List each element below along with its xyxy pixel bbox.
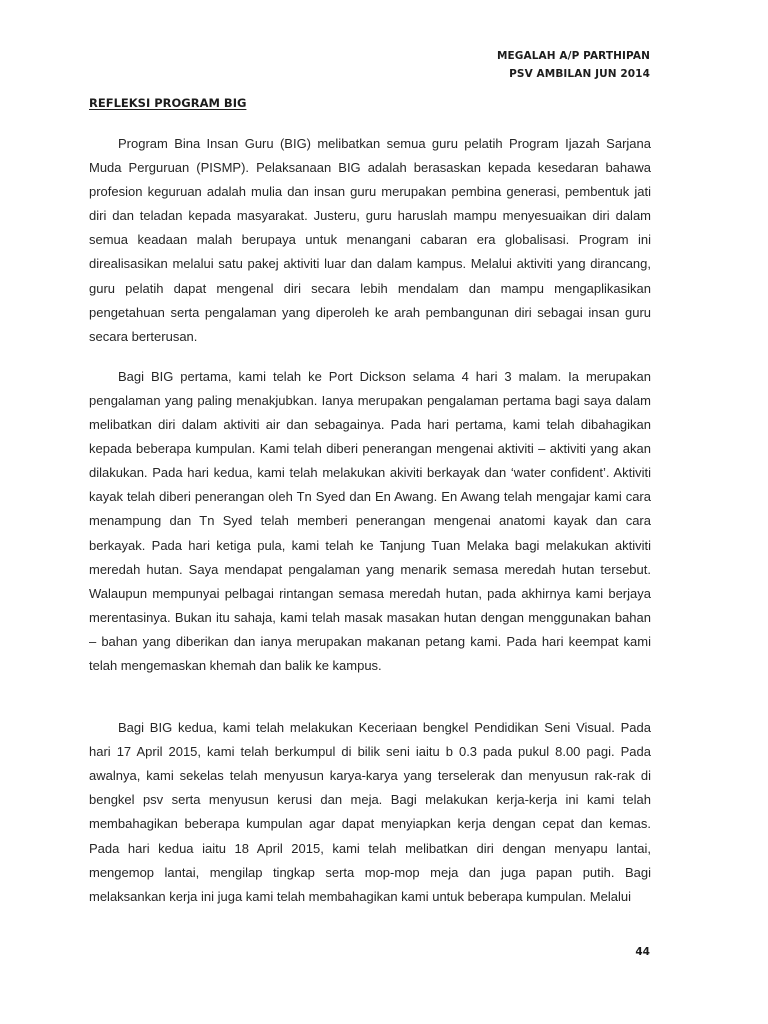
paragraph-big-second: Bagi BIG kedua, kami telah melakukan Keceriaan bengkel Pendidikan Seni Visual. Pada hari 17 April 2015, kami telah berkumpul di bilik seni iaitu b 0.3 pada pukul 8.00 pagi. Pada awalnya, kami sekelas telah menyusun karya-karya yang terselerak dan menyusun rak-rak di bengkel psv serta menyusun kerusi dan meja. Bagi melakukan kerja-kerja ini kami telah membahagikan beberapa kumpulan agar dapat menyiapkan kerja dengan cepat dan kemas. Pada hari kedua iaitu 18 April 2015, kami telah melibatkan diri dengan menyapu lantai, mengemop lantai, mengilap tingkap serta mop-mop meja dan juga papan putih. Bagi melaksankan kerja ini juga kami telah membahagikan kami untuk beberapa kumpulan. Melalui — [89, 720, 651, 904]
page-number: 44 — [635, 946, 650, 958]
page-header — [497, 47, 650, 83]
intake-label: PSV AMBILAN JUN 2014 — [509, 68, 650, 80]
paragraph-introduction: Program Bina Insan Guru (BIG) melibatkan semua guru pelatih Program Ijazah Sarjana Muda Perguruan (PISMP). Pelaksanaan BIG adalah berasaskan kepada kesedaran bahawa profesion keguruan adalah mulia dan insan guru merupakan pembina generasi, pembentuk jati diri dan teladan kepada masyarakat. Justeru, guru haruslah mampu menyesuaikan diri dalam semua keadaan malah berupaya untuk menangani cabaran era globalisasi. Program ini direalisasikan melalui satu pakej aktiviti luar dan dalam kampus. Melalui aktiviti yang dirancang, guru pelatih dapat mengenal diri secara lebih mendalam dan mampu mengaplikasikan pengetahuan serta pengalaman yang diperoleh ke arah pembangunan diri sebagai insan guru secara berterusan. — [89, 136, 651, 344]
paragraph-big-first: Bagi BIG pertama, kami telah ke Port Dickson selama 4 hari 3 malam. Ia merupakan pengalaman yang paling menakjubkan. Ianya merupakan pengalaman pertama bagi saya dalam melibatkan diri dalam aktiviti air dan sebagainya. Pada hari pertama, kami telah dibahagikan kepada beberapa kumpulan. Kami telah diberi penerangan mengenai aktiviti – aktiviti yang akan dilakukan. Pada hari kedua, kami telah melakukan akiviti berkayak dan ‘water confident’. Aktiviti kayak telah diberi penerangan oleh Tn Syed dan En Awang. En Awang telah mengajar kami cara menampung dan Tn Syed telah memberi penerangan mengenai anatomi kayak dan cara berkayak. Pada hari ketiga pula, kami telah ke Tanjung Tuan Melaka bagi melakukan aktiviti meredah hutan. Saya mendapat pengalaman yang menarik semasa meredah hutan tersebut. Walaupun mempunyai pelbagai rintangan semasa meredah hutan, pada akhirnya kami berjaya merentasinya. Bukan itu sahaja, kami telah masak masakan hutan dengan menggunakan bahan – bahan yang diberikan dan ianya merupakan makanan petang kami. Pada hari keempat kami telah mengemaskan khemah dan balik ke kampus. — [89, 368, 651, 673]
author-name: MEGALAH A/P PARTHIPAN — [496, 50, 650, 62]
document-title: REFLEKSI PROGRAM BIG — [89, 96, 247, 110]
body-text — [89, 132, 651, 909]
